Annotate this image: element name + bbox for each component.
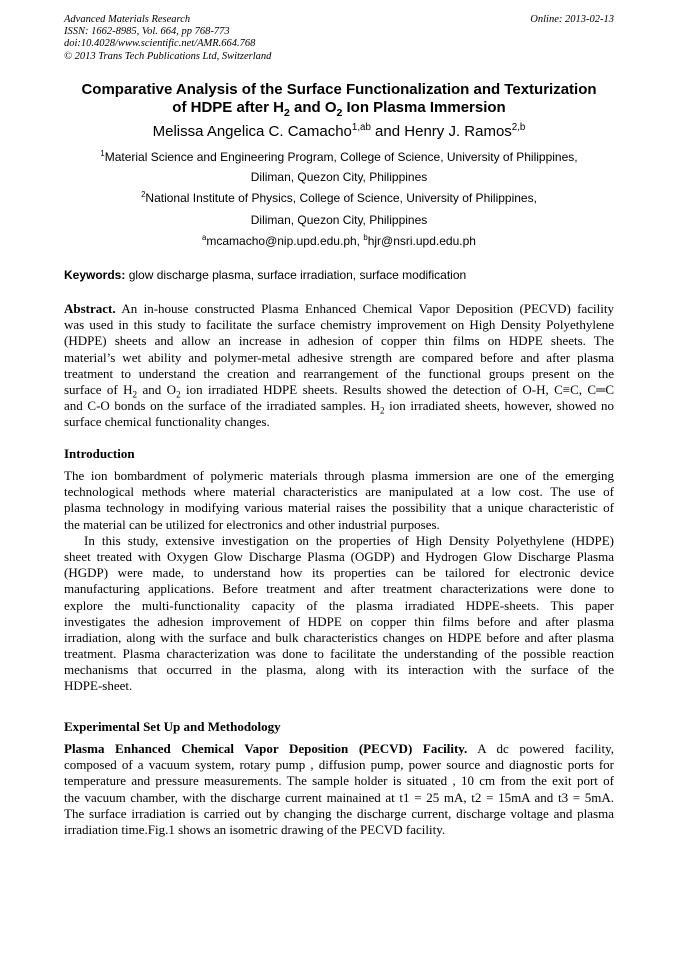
- abstract-line: was used in this study to facilitate the surface chemistry improvement on High Density Polyethylene: [64, 317, 614, 333]
- title-line-1: Comparative Analysis of the Surface Functionalization and Texturization: [81, 81, 597, 98]
- intro-line: technological methods where material characteristics are manipulated at a low cost. The use of: [64, 484, 614, 500]
- intro-line: (HGDP) were made, to understand how its properties can be tailored for electronic device: [64, 565, 614, 581]
- author-list: Melissa Angelica C. Camacho$^{1,ab}$ and Henry J. Ramos$^{2,b}$: [152, 122, 526, 140]
- intro-line: treatment. Plasma characterization was done to facilitate the understanding of the possible reaction: [64, 646, 614, 662]
- keywords: Keywords: glow discharge plasma, surface irradiation, surface modification: [64, 268, 467, 282]
- affiliation-1-line-2: Diliman, Quezon City, Philippines: [250, 170, 428, 184]
- title-line-2: of HDPE after $H_2$ and $O_2$ Ion Plasma Immersion: [172, 99, 506, 119]
- author-camacho: Melissa Angelica C. Camacho: [152, 123, 352, 140]
- abstract-line: treatment to understand the creation and rearrangement of the functional groups present on the: [64, 365, 614, 381]
- experimental-line: Plasma Enhanced Chemical Vapor Deposition (PECVD) Facility. A dc powered facility,: [64, 741, 614, 756]
- affiliation-1-line-1: $^1$Material Science and Engineering Program, College of Science, University of Philippines,: [100, 149, 578, 164]
- abstract-line: (HDPE) sheets and allow an increase in adhesion of copper thin films on HDPE sheets. The: [64, 333, 614, 349]
- intro-line: the material can be utilized for electronics and other industrial purposes.: [64, 516, 440, 532]
- paper-title: [50, 81, 628, 117]
- intro-line: plasma technology in modifying various material raises the possibility that a unique characteristic of: [64, 500, 614, 516]
- journal-header: [64, 14, 271, 63]
- intro-line: investigates the adhesion improvement of HDPE on copper thin films before and after plasma: [64, 613, 614, 629]
- intro-line: manufacturing applications. Before treatment and after treatment characterizations were done to: [64, 581, 614, 597]
- intro-line: The ion bombardment of polymeric materials through plasma immersion are one of the emerging: [64, 468, 614, 483]
- abstract-line: material’s wet ability and polymer-metal adhesive strength are compared before and after plasma: [64, 349, 614, 365]
- intro-line: explore the multi-functionality capacity of the plasma irradiated HDPE-sheets. This paper: [64, 597, 614, 613]
- journal-name: Advanced Materials Research: [64, 14, 191, 25]
- affiliation-2-line-2: Diliman, Quezon City, Philippines: [250, 213, 428, 227]
- experimental-body: [64, 741, 614, 838]
- intro-line: mechanisms that occurred in the plasma, along with its interaction with the surface of the: [64, 662, 614, 678]
- journal-copyright: © 2013 Trans Tech Publications Ltd, Switzerland: [64, 50, 272, 62]
- experimental-line: temperature and pressure measurements. The sample holder is situated , 10 cm from the exit port of: [64, 773, 614, 789]
- journal-doi[interactable]: doi:10.4028/www.scientific.net/AMR.664.768: [64, 38, 256, 50]
- author-ramos: Henry J. Ramos: [404, 123, 512, 140]
- abstract-line: surface of $H_2$ and $O_2$ ion irradiated HDPE sheets. Results showed the detection of O-H, C≡C, C═C: [64, 381, 614, 399]
- online-date: Online: 2013-02-13: [530, 14, 614, 25]
- intro-line: HDPE-sheet.: [64, 678, 133, 694]
- intro-line: sheet treated with Oxygen Glow Discharge Plasma (OGDP) and Hydrogen Glow Discharge Plasma: [64, 548, 614, 564]
- experimental-line: irradiation time.Fig.1 shows an isometric drawing of the PECVD facility.: [64, 821, 446, 837]
- intro-line: irradiation, along with the surface and bulk characteristics changes on HDPE before and after plasma: [64, 629, 614, 645]
- experimental-line: The surface irradiation is carried out by changing the discharge current, discharge voltage and plasma: [64, 805, 614, 821]
- affiliation-2-line-1: $^2$National Institute of Physics, College of Science, University of Philippines,: [141, 190, 537, 205]
- abstract-line: Abstract. An in-house constructed Plasma Enhanced Chemical Vapor Deposition (PECVD) facility: [64, 301, 614, 316]
- experimental-line: composed of a vacuum system, rotary pump , diffusion pump, power source and diagnostic ports for: [64, 757, 614, 773]
- introduction-body: [64, 468, 614, 695]
- abstract-line: and C-O bonds on the surface of the irradiated samples. $H_2$ ion irradiated sheets, however, showed no: [64, 398, 614, 415]
- intro-line: In this study, extensive investigation on the properties of High Density Polyethylene (HDPE): [84, 532, 614, 548]
- abstract-line: surface chemical functionality changes.: [64, 414, 270, 430]
- section-heading-introduction: Introduction: [64, 446, 135, 461]
- experimental-line: the vacuum chamber, with the discharge current mainained at t1 = 25 mA, t2 = 15mA and t3 = 5mA.: [64, 789, 614, 805]
- journal-issn: ISSN: 1662-8985, Vol. 664, pp 768-773: [64, 26, 230, 38]
- section-heading-experimental: Experimental Set Up and Methodology: [64, 719, 281, 734]
- abstract: [64, 301, 614, 431]
- author-emails[interactable]: $^a$mcamacho@nip.upd.edu.ph, $^b$hjr@nsri.upd.edu.ph: [202, 233, 476, 248]
